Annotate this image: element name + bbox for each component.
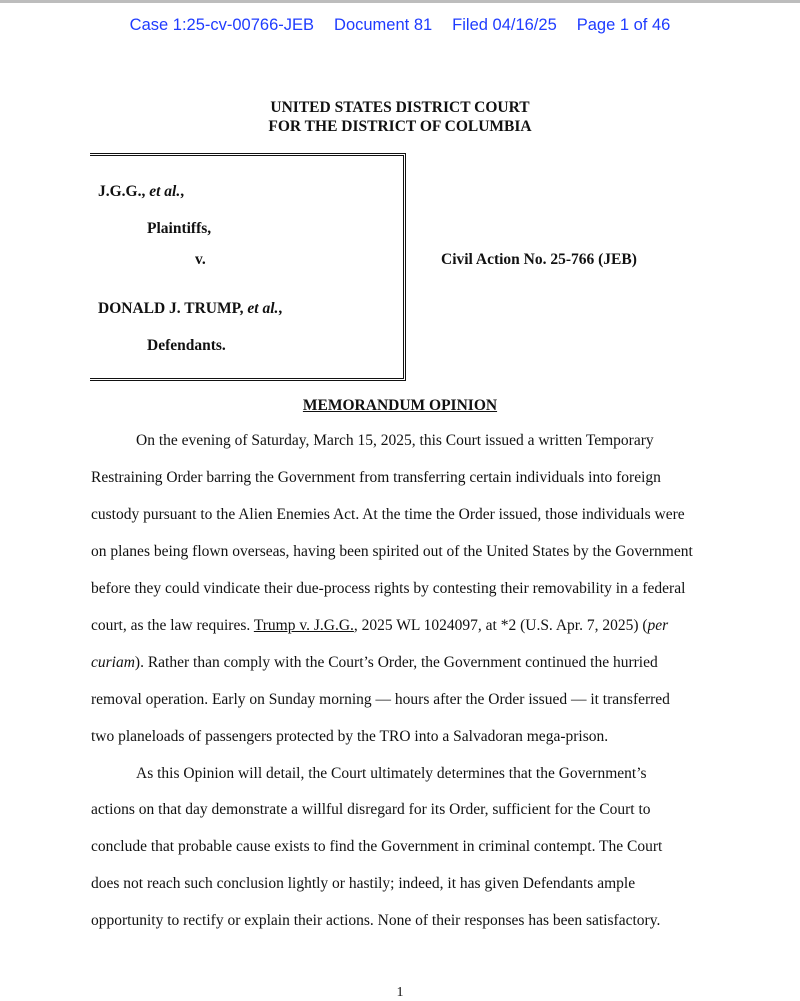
versus-label: v. [195, 251, 206, 268]
body-line: does not reach such conclusion lightly or hastily; indeed, it has given Defendants ample [91, 875, 636, 892]
page-count: Page 1 of 46 [576, 16, 671, 34]
body-line: court, as the law requires. Trump v. J.G.G., 2025 WL 1024097, at *2 (U.S. Apr. 7, 2025) (per [91, 617, 669, 634]
civil-action-number: Civil Action No. 25-766 (JEB) [441, 251, 637, 268]
body-line: removal operation. Early on Sunday morning — hours after the Order issued — it transferred [91, 691, 670, 708]
top-border [0, 0, 800, 3]
court-heading [0, 98, 800, 136]
body-line: custody pursuant to the Alien Enemies Act. At the time the Order issued, those individuals were [91, 506, 685, 523]
body-line: On the evening of Saturday, March 15, 2025, this Court issued a written Temporary [136, 432, 654, 449]
memorandum-title: MEMORANDUM OPINION [302, 397, 498, 414]
plaintiffs-label: Plaintiffs, [147, 220, 212, 237]
ecf-header [0, 16, 800, 35]
court-name: UNITED STATES DISTRICT COURT [270, 99, 530, 116]
case-citation: Trump v. J.G.G. [253, 617, 354, 634]
body-line: actions on that day demonstrate a willful disregard for its Order, sufficient for the Court to [91, 801, 651, 818]
body-line: Restraining Order barring the Government from transferring certain individuals into foreign [91, 469, 661, 486]
defendants-label: Defendants. [147, 337, 226, 354]
body-line: As this Opinion will detail, the Court ultimately determines that the Government’s [136, 765, 647, 782]
defendant-name: DONALD J. TRUMP, et al., [98, 300, 283, 317]
body-line: opportunity to rectify or explain their actions. None of their responses has been satisfactory. [91, 912, 661, 929]
plaintiff-name: J.G.G., et al., [98, 183, 185, 200]
page-number: 1 [396, 985, 404, 1000]
case-number: Case 1:25-cv-00766-JEB [129, 16, 315, 34]
document-number: Document 81 [334, 16, 433, 34]
court-district: FOR THE DISTRICT OF COLUMBIA [268, 118, 532, 135]
body-line: conclude that probable cause exists to find the Government in criminal contempt. The Court [91, 838, 663, 855]
body-line: two planeloads of passengers protected by the TRO into a Salvadoran mega-prison. [91, 728, 609, 745]
body-line: on planes being flown overseas, having been spirited out of the United States by the Government [91, 543, 693, 560]
body-line: curiam). Rather than comply with the Court’s Order, the Government continued the hurried [91, 654, 658, 671]
body-line: before they could vindicate their due-process rights by contesting their removability in a federal [91, 580, 686, 597]
filed-date: Filed 04/16/25 [452, 16, 557, 34]
